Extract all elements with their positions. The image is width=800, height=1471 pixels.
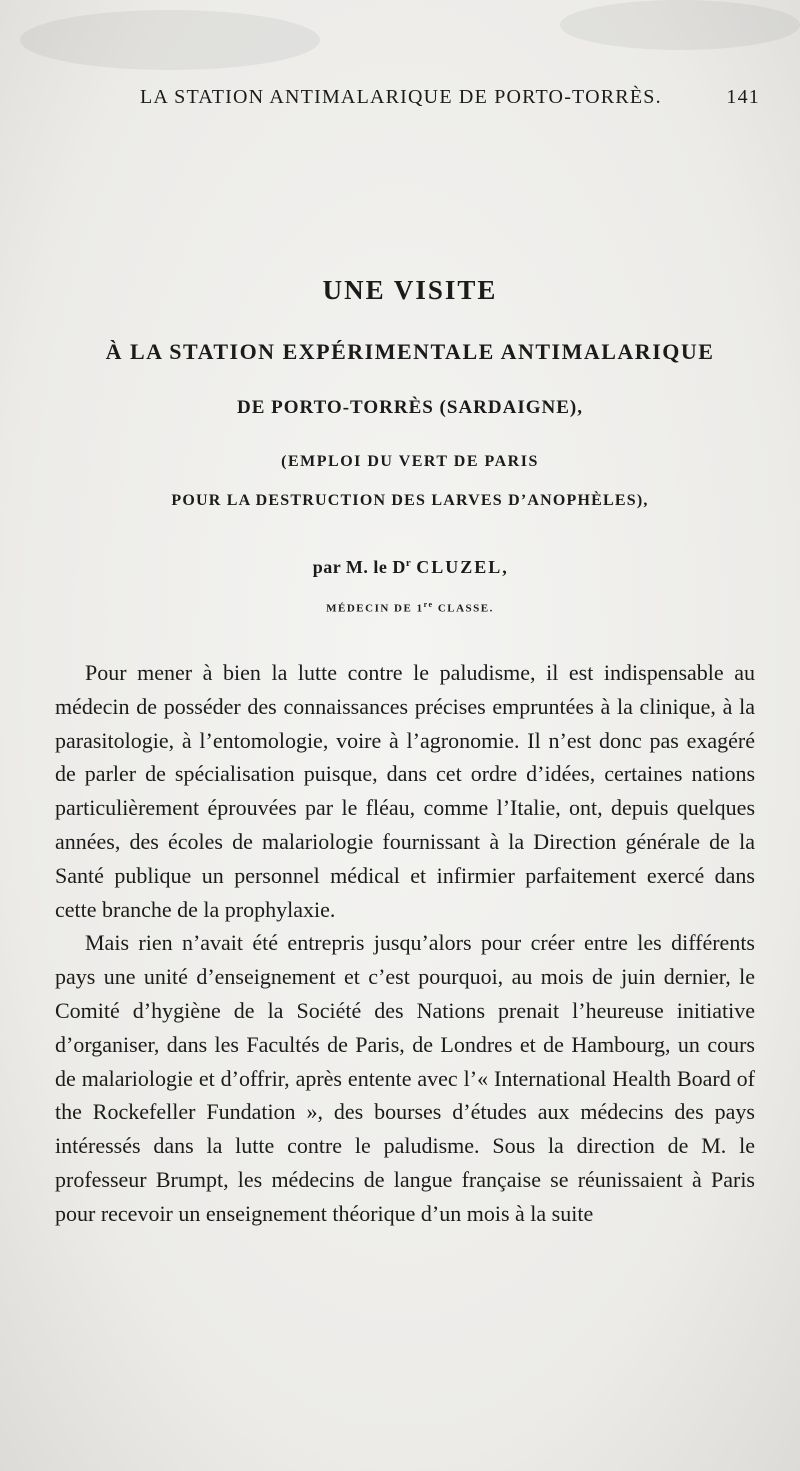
subtitle-line-1: À LA STATION EXPÉRIMENTALE ANTIMALARIQUE: [105, 339, 715, 364]
author-prefix-sup: r: [405, 557, 412, 569]
rank-suffix: CLASSE.: [433, 602, 494, 615]
paper-stain: [20, 10, 320, 70]
author-suffix: ,: [502, 557, 508, 577]
paragraph: Mais rien n’avait été entrepris jusqu’alors pour créer entre les différents pays une unité d’enseignement et c’est pourquoi, au mois de juin dernier, le Comité d’hygiène de la Société des Nations prenait l’heureuse initiative d’organiser, dans les Facultés de Paris, de Londres et de Hambourg, un cours de malariologie et d’offrir, après entente avec l’« International Health Board of the Rockefeller Fundation », des bourses d’études aux médecins des pays intéressés dans la lutte contre le paludisme. Sous la direction de M. le professeur Brumpt, les médecins de langue française se réunissaient à Paris pour recevoir un enseignement théorique d’un mois à la suite: [55, 930, 755, 1226]
author-rank: [60, 600, 760, 615]
page-number: 141: [726, 86, 760, 108]
author-prefix: par M. le D: [312, 557, 406, 577]
running-head-title: LA STATION ANTIMALARIQUE DE PORTO-TORRÈS.: [140, 86, 662, 108]
rank-prefix: MÉDECIN DE 1: [326, 602, 424, 615]
rank-sup: re: [423, 600, 434, 609]
author-line: [60, 557, 760, 578]
paper-stain: [560, 0, 800, 50]
subtitle-line-4: POUR LA DESTRUCTION DES LARVES D’ANOPHÈLES),: [171, 492, 649, 509]
body-text: [55, 656, 755, 1231]
paragraph: Pour mener à bien la lutte contre le paludisme, il est indispensable au médecin de posséder des connaissances précises empruntées à la clinique, à la parasitologie, à l’entomologie, voire à l’agronomie. Il n’est donc pas exagéré de parler de spécialisation puisque, dans cet ordre d’idées, certaines nations particulièrement éprouvées par le fléau, comme l’Italie, ont, depuis quelques années, des écoles de malariologie fournissant à la Direction générale de la Santé publique un personnel médical et infirmier parfaitement exercé dans cette branche de la prophylaxie.: [55, 660, 755, 922]
article-title: UNE VISITE: [322, 275, 498, 305]
subtitle-line-3: (EMPLOI DU VERT DE PARIS: [281, 453, 539, 470]
subtitle-line-2: DE PORTO-TORRÈS (SARDAIGNE),: [237, 397, 583, 418]
author-name: CLUZEL: [416, 557, 503, 577]
